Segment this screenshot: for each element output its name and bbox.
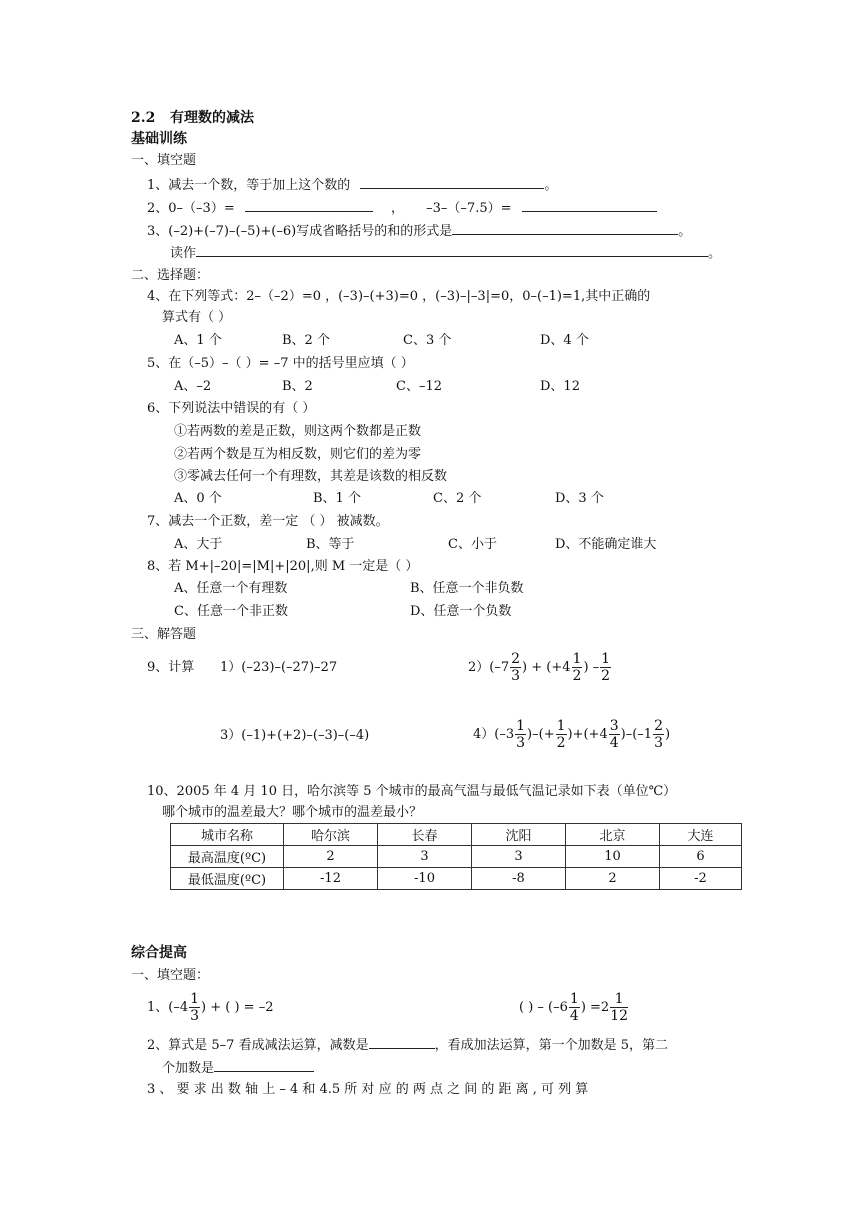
- table-cell: 最低温度(ºC): [171, 868, 284, 890]
- answer-blank: [522, 198, 657, 212]
- calc-4: [473, 717, 670, 753]
- option-a: A、1 个: [174, 333, 222, 348]
- statement-1: ①若两数的差是正数，则这两个数都是正数: [174, 424, 422, 439]
- question-3-end: 。: [678, 224, 692, 239]
- table-cell: 北京: [566, 824, 660, 846]
- option-d: D、4 个: [540, 333, 589, 348]
- part-heading-basic: 基础训练: [131, 131, 187, 147]
- calc-4-part-c: )+(+4: [567, 727, 608, 742]
- option-c: C、任意一个非正数: [174, 604, 288, 619]
- option-a: A、–2: [174, 379, 212, 394]
- option-a: A、0 个: [174, 491, 222, 506]
- question-6: 6、下列说法中错误的有（ ）: [147, 401, 316, 416]
- option-d: D、3 个: [555, 491, 604, 506]
- adv-question-1-part-c: ( ) – (–6: [519, 1000, 568, 1015]
- question-10: 10、2005 年 4 月 10 日，哈尔滨等 5 个城市的最高气温与最低气温记录如下表（单位℃）: [147, 784, 677, 799]
- option-b: B、任意一个非负数: [410, 581, 524, 596]
- table-cell: 城市名称: [171, 824, 284, 846]
- question-8: 8、若 M+|–20|=|M|+|20|,则 M 一定是（ ）: [147, 559, 419, 574]
- adv-question-2-part-c: 个加数是: [162, 1061, 215, 1076]
- table-cell: -2: [660, 868, 742, 890]
- calc-2-part-c: ) –: [583, 660, 600, 675]
- option-b: B、等于: [306, 537, 355, 552]
- section-title: [131, 109, 254, 127]
- temperature-table: [170, 823, 742, 890]
- option-c: C、3 个: [403, 333, 452, 348]
- adv-question-3: 3 、 要 求 出 数 轴 上 – 4 和 4.5 所 对 应 的 两 点 之 间 的 距 离 , 可 列 算: [147, 1082, 589, 1097]
- question-1-end: 。: [544, 178, 558, 193]
- adv-question-1: [147, 990, 273, 1026]
- option-d: D、任意一个负数: [410, 604, 512, 619]
- question-2: [147, 198, 657, 218]
- question-3-read-label: 读作: [170, 246, 197, 261]
- table-header-row: [171, 824, 742, 846]
- calc-1: 1）(–23)–(–27)–27: [220, 660, 338, 675]
- option-d: D、不能确定谁大: [555, 537, 657, 552]
- table-row: [171, 846, 742, 868]
- calc-4-part-a: 4）(–3: [473, 727, 515, 742]
- calc-2-part-a: 2）(–7: [468, 660, 510, 675]
- calc-4-part-b: )–(+: [527, 727, 555, 742]
- fill-heading-2: 一、填空题：: [131, 968, 210, 983]
- answer-blank: [245, 198, 373, 212]
- option-b: B、1 个: [313, 491, 361, 506]
- fraction: $\frac{1}{3}$: [516, 718, 526, 751]
- fraction: $\frac{1}{2}$: [556, 718, 566, 751]
- table-cell: 大连: [660, 824, 742, 846]
- question-7: 7、减去一个正数，差一定 （ ） 被减数。: [147, 514, 389, 529]
- adv-question-2-part-b: ，看成加法运算，第一个加数是 5，第二: [434, 1038, 668, 1053]
- fraction: $\frac{1}{2}$: [601, 651, 611, 684]
- fraction: $\frac{1}{2}$: [572, 651, 582, 684]
- table-cell: 沈阳: [472, 824, 566, 846]
- question-2-comma: ，: [391, 201, 405, 216]
- adv-question-2-part-a: 2、算式是 5–7 看成减法运算，减数是: [147, 1038, 369, 1053]
- table-cell: -8: [472, 868, 566, 890]
- question-10-cont: 哪个城市的温差最大？哪个城市的温差最小？: [162, 805, 423, 820]
- answer-blank: [214, 1058, 314, 1072]
- choice-heading: 二、选择题：: [131, 268, 210, 283]
- section-title-text: 有理数的减法: [169, 110, 254, 126]
- option-c: C、–12: [396, 379, 442, 394]
- question-4-cont: 算式有（ ）: [162, 310, 232, 325]
- fraction: $\frac{3}{4}$: [609, 718, 619, 751]
- question-2-part-b: –3–（–7.5）=: [426, 201, 512, 216]
- option-b: B、2: [282, 379, 313, 394]
- table-row: [171, 868, 742, 890]
- answer-blank: [360, 175, 544, 189]
- adv-question-1-part-e: ) =2: [580, 1000, 610, 1015]
- question-2-part-a: 2、0–（–3）=: [147, 201, 235, 216]
- calc-4-part-f: ): [664, 727, 671, 742]
- calc-4-part-e: )–(–1: [620, 727, 653, 742]
- statement-2: ②若两个数是互为相反数，则它们的差为零: [174, 447, 422, 462]
- answer-blank: [452, 221, 678, 235]
- adv-question-2: [147, 1035, 668, 1055]
- option-d: D、12: [540, 379, 580, 394]
- adv-question-1-part-a: 1、(–4: [147, 1000, 189, 1015]
- adv-question-1-second: [519, 990, 629, 1026]
- question-3-read-end: 。: [708, 246, 722, 261]
- solve-heading: 三、解答题: [131, 627, 197, 642]
- table-cell: 2: [284, 846, 378, 868]
- adv-question-1-part-b: ) + ( ) = –2: [201, 1000, 274, 1015]
- answer-blank: [196, 243, 708, 257]
- answer-blank: [369, 1035, 435, 1049]
- table-cell: 3: [378, 846, 472, 868]
- fraction: $\frac{1}{3}$: [190, 991, 200, 1024]
- question-3-reading: [170, 243, 721, 263]
- option-c: C、2 个: [433, 491, 482, 506]
- option-c: C、小于: [448, 537, 497, 552]
- fraction: $\frac{2}{3}$: [511, 651, 521, 684]
- question-1: [147, 175, 557, 195]
- table-cell: -12: [284, 868, 378, 890]
- question-3: [147, 221, 691, 241]
- fill-heading: 一、填空题: [131, 153, 197, 168]
- option-a: A、任意一个有理数: [174, 581, 288, 596]
- question-3-text: 3、(–2)+(–7)–(–5)+(–6)写成省略括号的和的形式是: [147, 224, 453, 239]
- adv-question-2-cont: [162, 1058, 314, 1078]
- question-5: 5、在（–5）–（ ）= –7 中的括号里应填（ ）: [147, 356, 414, 371]
- question-1-text: 1、减去一个数，等于加上这个数的: [147, 178, 351, 193]
- table-cell: 最高温度(ºC): [171, 846, 284, 868]
- calc-3: 3）(–1)+(+2)–(–3)–(–4): [220, 728, 370, 743]
- table-cell: 长春: [378, 824, 472, 846]
- table-cell: 3: [472, 846, 566, 868]
- calc-2-part-b: ) + (+4: [522, 660, 571, 675]
- fraction: $\frac{2}{3}$: [654, 718, 663, 751]
- table-cell: 6: [660, 846, 742, 868]
- option-a: A、大于: [174, 537, 223, 552]
- question-9-label: 9、计算: [147, 660, 195, 675]
- question-4: 4、在下列等式：2–（–2）=0 ，(–3)–(+3)=0 ，(–3)–|–3|=0，0–(–1)=1,其中正确的: [147, 289, 651, 304]
- table-cell: 10: [566, 846, 660, 868]
- statement-3: ③零减去任何一个有理数，其差是该数的相反数: [174, 469, 448, 484]
- table-cell: 2: [566, 868, 660, 890]
- option-b: B、2 个: [282, 333, 330, 348]
- fraction: $\frac{1}{4}$: [569, 991, 579, 1024]
- section-number: 2.2: [131, 110, 156, 126]
- part-heading-advanced: 综合提高: [131, 945, 187, 961]
- table-cell: -10: [378, 868, 472, 890]
- calc-2: [468, 650, 612, 686]
- table-cell: 哈尔滨: [284, 824, 378, 846]
- fraction: $\frac{1}{12}$: [610, 991, 629, 1024]
